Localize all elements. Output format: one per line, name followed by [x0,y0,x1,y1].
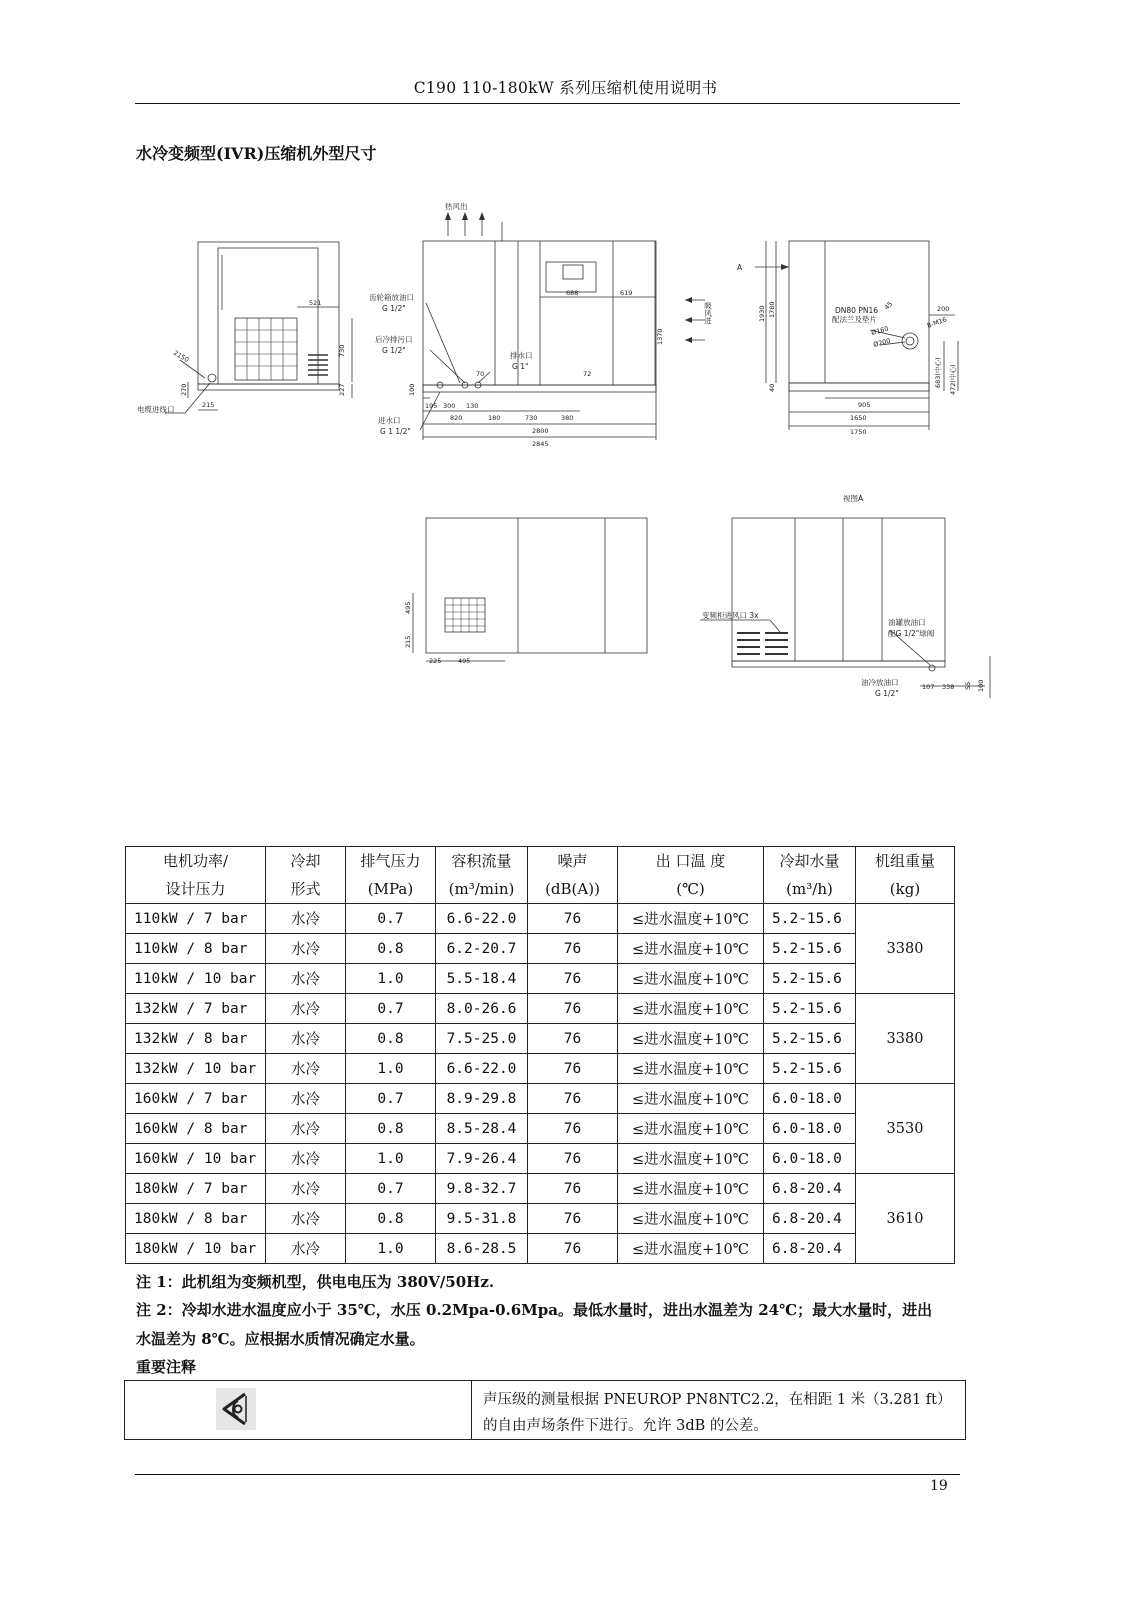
table-row [126,994,955,1024]
flow-cell: 8.0-26.6 [436,994,528,1024]
noise-cell: 76 [528,1144,618,1174]
flow-cell: 7.5-25.0 [436,1024,528,1054]
power-cell: 180kW / 10 bar [126,1234,266,1264]
water-cell: 6.8-20.4 [764,1204,856,1234]
flange-note: 配法兰及垫片 [832,315,877,324]
dim-label: 495 [458,657,471,665]
water-cell: 5.2-15.6 [764,904,856,934]
dim-label: 40 [768,383,776,392]
noise-cell: 76 [528,1174,618,1204]
cooling-cell: 水冷 [266,1054,346,1084]
important-text [483,1387,953,1439]
noise-cell: 76 [528,1024,618,1054]
power-cell: 160kW / 8 bar [126,1114,266,1144]
temp-cell: ≤进水温度+10℃ [618,1054,764,1084]
pressure-cell: 1.0 [346,1054,436,1084]
dim-label: 225 [429,657,442,665]
dim-label: 1930 [758,305,766,322]
dim-label: 472(中心) [949,364,957,395]
column-header: 噪声 [528,847,618,876]
table-header-row-bottom [126,875,955,904]
cooling-cell: 水冷 [266,934,346,964]
dim-label: Ø160 [870,324,890,337]
power-cell: 180kW / 8 bar [126,1204,266,1234]
temp-cell: ≤进水温度+10℃ [618,904,764,934]
water-cell: 5.2-15.6 [764,1054,856,1084]
weight-cell: 3610 [856,1174,955,1264]
pressure-cell: 0.7 [346,994,436,1024]
cooling-cell: 水冷 [266,1174,346,1204]
table-row [126,964,955,994]
power-cell: 110kW / 10 bar [126,964,266,994]
view-a-drawing [700,518,990,698]
pressure-cell: 0.7 [346,1084,436,1114]
temp-cell: ≤进水温度+10℃ [618,1084,764,1114]
important-divider [471,1381,472,1439]
table-row [126,1174,955,1204]
dim-label: 195 [425,402,438,410]
water-outlet-spec: G 1" [512,362,529,371]
flow-cell: 6.6-22.0 [436,904,528,934]
dim-label: 683(中心) [934,357,942,388]
table-row [126,1204,955,1234]
water-cell: 5.2-15.6 [764,964,856,994]
header-title: C190 110-180kW 系列压缩机使用说明书 [413,79,718,97]
dim-label: 300 [443,402,456,410]
dim-label: 2800 [532,427,549,435]
dim-label: 1750 [850,428,867,436]
dim-label: 905 [858,401,871,409]
power-cell: 132kW / 10 bar [126,1054,266,1084]
important-line-1: 声压级的测量根据 PNEUROP PN8NTC2.2，在相距 1 米（3.281 ft） [483,1392,952,1408]
table-row [126,1234,955,1264]
dim-label: 8-M16 [925,315,948,330]
temp-cell: ≤进水温度+10℃ [618,1144,764,1174]
air-in-label: 吸风进 [703,302,713,325]
dim-label: Ø200 [872,336,892,349]
gear-drain-spec: G 1/2" [382,304,406,313]
dim-label: 1780 [768,301,776,318]
column-header: 电机功率/ [126,847,266,876]
dim-label: 107 [922,683,935,691]
temp-cell: ≤进水温度+10℃ [618,934,764,964]
dim-label: 380 [561,414,574,422]
pressure-cell: 0.8 [346,1114,436,1144]
column-header: 排气压力 [346,847,436,876]
water-cell: 6.0-18.0 [764,1084,856,1114]
oil-tank-drain-spec: 配G 1/2"球阀 [888,629,935,638]
column-unit: (m³/h) [764,875,856,904]
weight-cell: 3380 [856,994,955,1084]
cooling-cell: 水冷 [266,964,346,994]
column-unit: (℃) [618,875,764,904]
dim-label: 688 [566,289,579,297]
table-row [126,904,955,934]
table-row [126,1114,955,1144]
temp-cell: ≤进水温度+10℃ [618,964,764,994]
dim-label: 55 [964,681,972,690]
water-outlet-label: 排水口 [510,351,533,360]
temp-cell: ≤进水温度+10℃ [618,994,764,1024]
power-cell: 132kW / 8 bar [126,1024,266,1054]
dim-label: 619 [620,289,633,297]
column-unit: (MPa) [346,875,436,904]
dim-label: 200 [937,305,950,313]
column-unit: 形式 [266,875,346,904]
water-cell: 5.2-15.6 [764,934,856,964]
flange-label: DN80 PN16 [835,306,878,315]
view-a-marker: A [737,263,743,272]
power-cell: 110kW / 7 bar [126,904,266,934]
temp-cell: ≤进水温度+10℃ [618,1234,764,1264]
pressure-cell: 0.7 [346,1174,436,1204]
dim-label: 270 [180,383,188,396]
noise-cell: 76 [528,1234,618,1264]
view-a-title: 视图A [843,494,864,503]
water-cell: 6.0-18.0 [764,1144,856,1174]
aftercooler-drain-spec: G 1/2" [382,346,406,355]
cooling-cell: 水冷 [266,1234,346,1264]
flow-cell: 6.2-20.7 [436,934,528,964]
dim-label: 521 [309,299,322,307]
noise-cell: 76 [528,964,618,994]
flow-cell: 6.6-22.0 [436,1054,528,1084]
note-2-line-2: 水温差为 8℃。应根据水质情况确定水量。 [136,1330,425,1348]
cable-inlet-label: 电缆进线口 [137,405,175,414]
noise-cell: 76 [528,1204,618,1234]
flow-cell: 5.5-18.4 [436,964,528,994]
spec-table [125,846,955,1264]
oil-tank-drain-label: 油罐放油口 [888,618,926,627]
table-row [126,1144,955,1174]
cooling-cell: 水冷 [266,1144,346,1174]
weight-cell: 3380 [856,904,955,994]
dim-label: 730 [338,344,346,357]
cooling-cell: 水冷 [266,1114,346,1144]
noise-cell: 76 [528,994,618,1024]
water-inlet-label: 进水口 [378,416,401,425]
ear-icon [216,1388,256,1430]
column-header: 容积流量 [436,847,528,876]
water-cell: 6.0-18.0 [764,1114,856,1144]
flow-cell: 8.5-28.4 [436,1114,528,1144]
dim-label: 70 [476,370,485,378]
water-inlet-spec: G 1 1/2" [380,427,411,436]
pressure-cell: 0.7 [346,904,436,934]
dim-label: 495 [404,601,412,614]
table-row [126,1084,955,1114]
cooling-cell: 水冷 [266,1024,346,1054]
important-title: 重要注释 [136,1358,197,1376]
noise-cell: 76 [528,934,618,964]
temp-cell: ≤进水温度+10℃ [618,1024,764,1054]
dim-label: 215 [404,635,412,648]
temp-cell: ≤进水温度+10℃ [618,1114,764,1144]
column-unit: (m³/min) [436,875,528,904]
water-cell: 5.2-15.6 [764,1024,856,1054]
water-cell: 5.2-15.6 [764,994,856,1024]
footer-rule [135,1474,960,1475]
power-cell: 132kW / 7 bar [126,994,266,1024]
dim-label: 227 [338,383,346,396]
column-header: 冷却 [266,847,346,876]
important-notice-box [124,1380,966,1440]
dim-label: 100 [408,383,416,396]
dim-label: 45 [882,299,895,312]
weight-cell: 3530 [856,1084,955,1174]
dim-label: 338 [942,683,955,691]
oil-cooler-drain-label: 油冷放油口 [861,678,899,687]
column-header: 出 口温 度 [618,847,764,876]
pressure-cell: 0.8 [346,1024,436,1054]
note-1: 注 1：此机组为变频机型，供电电压为 380V/50Hz. [136,1273,495,1291]
table-row [126,1024,955,1054]
power-cell: 160kW / 10 bar [126,1144,266,1174]
dim-label: 820 [450,414,463,422]
dim-label: 2150 [172,348,191,365]
noise-cell: 76 [528,1114,618,1144]
dim-label: 1370 [656,328,664,345]
column-header: 机组重量 [856,847,955,876]
dim-label: 130 [466,402,479,410]
column-unit: (dB(A)) [528,875,618,904]
dim-label: 180 [488,414,501,422]
page-number: 19 [930,1478,948,1494]
vfd-inlets-label: 变频柜进风口 3x [702,611,759,620]
dim-label: 730 [525,414,538,422]
power-cell: 110kW / 8 bar [126,934,266,964]
dim-label: 72 [583,370,592,378]
dimension-drawings [0,0,1131,720]
pressure-cell: 0.8 [346,1204,436,1234]
table-row [126,934,955,964]
flow-cell: 8.9-29.8 [436,1084,528,1114]
cooling-cell: 水冷 [266,1084,346,1114]
column-unit: 设计压力 [126,875,266,904]
power-cell: 160kW / 7 bar [126,1084,266,1114]
oil-cooler-drain-spec: G 1/2" [875,689,899,698]
pressure-cell: 0.8 [346,934,436,964]
pressure-cell: 1.0 [346,1144,436,1174]
flow-cell: 9.5-31.8 [436,1204,528,1234]
important-line-2: 的自由声场条件下进行。允许 3dB 的公差。 [483,1418,768,1434]
column-header: 冷却水量 [764,847,856,876]
note-2-line-1: 注 2：冷却水进水温度应小于 35℃，水压 0.2Mpa-0.6Mpa。最低水量时，进出水温差为 24℃；最大水量时，进出 [136,1301,933,1319]
water-cell: 6.8-20.4 [764,1234,856,1264]
gear-drain-label: 齿轮箱放油口 [369,293,414,302]
hot-air-out-label: 热风出 [445,202,468,211]
cooling-cell: 水冷 [266,1204,346,1234]
noise-cell: 76 [528,1054,618,1084]
flow-cell: 7.9-26.4 [436,1144,528,1174]
noise-cell: 76 [528,1084,618,1114]
pressure-cell: 1.0 [346,964,436,994]
noise-cell: 76 [528,904,618,934]
temp-cell: ≤进水温度+10℃ [618,1204,764,1234]
column-unit: (kg) [856,875,955,904]
dim-label: 100 [977,679,985,692]
flow-cell: 8.6-28.5 [436,1234,528,1264]
aftercooler-drain-label: 后冷排污口 [375,335,413,344]
pressure-cell: 1.0 [346,1234,436,1264]
table-header-row-top [126,847,955,876]
dim-label: 215 [202,401,215,409]
temp-cell: ≤进水温度+10℃ [618,1174,764,1204]
flow-cell: 9.8-32.7 [436,1174,528,1204]
top-view-drawing [413,518,647,661]
cooling-cell: 水冷 [266,904,346,934]
power-cell: 180kW / 7 bar [126,1174,266,1204]
dim-label: 2845 [532,440,549,448]
cooling-cell: 水冷 [266,994,346,1024]
side-view-drawing [165,242,352,413]
water-cell: 6.8-20.4 [764,1174,856,1204]
dim-label: 1650 [850,414,867,422]
section-title: 水冷变频型(IVR)压缩机外型尺寸 [136,144,377,163]
right-view-drawing [755,241,958,430]
table-row [126,1054,955,1084]
